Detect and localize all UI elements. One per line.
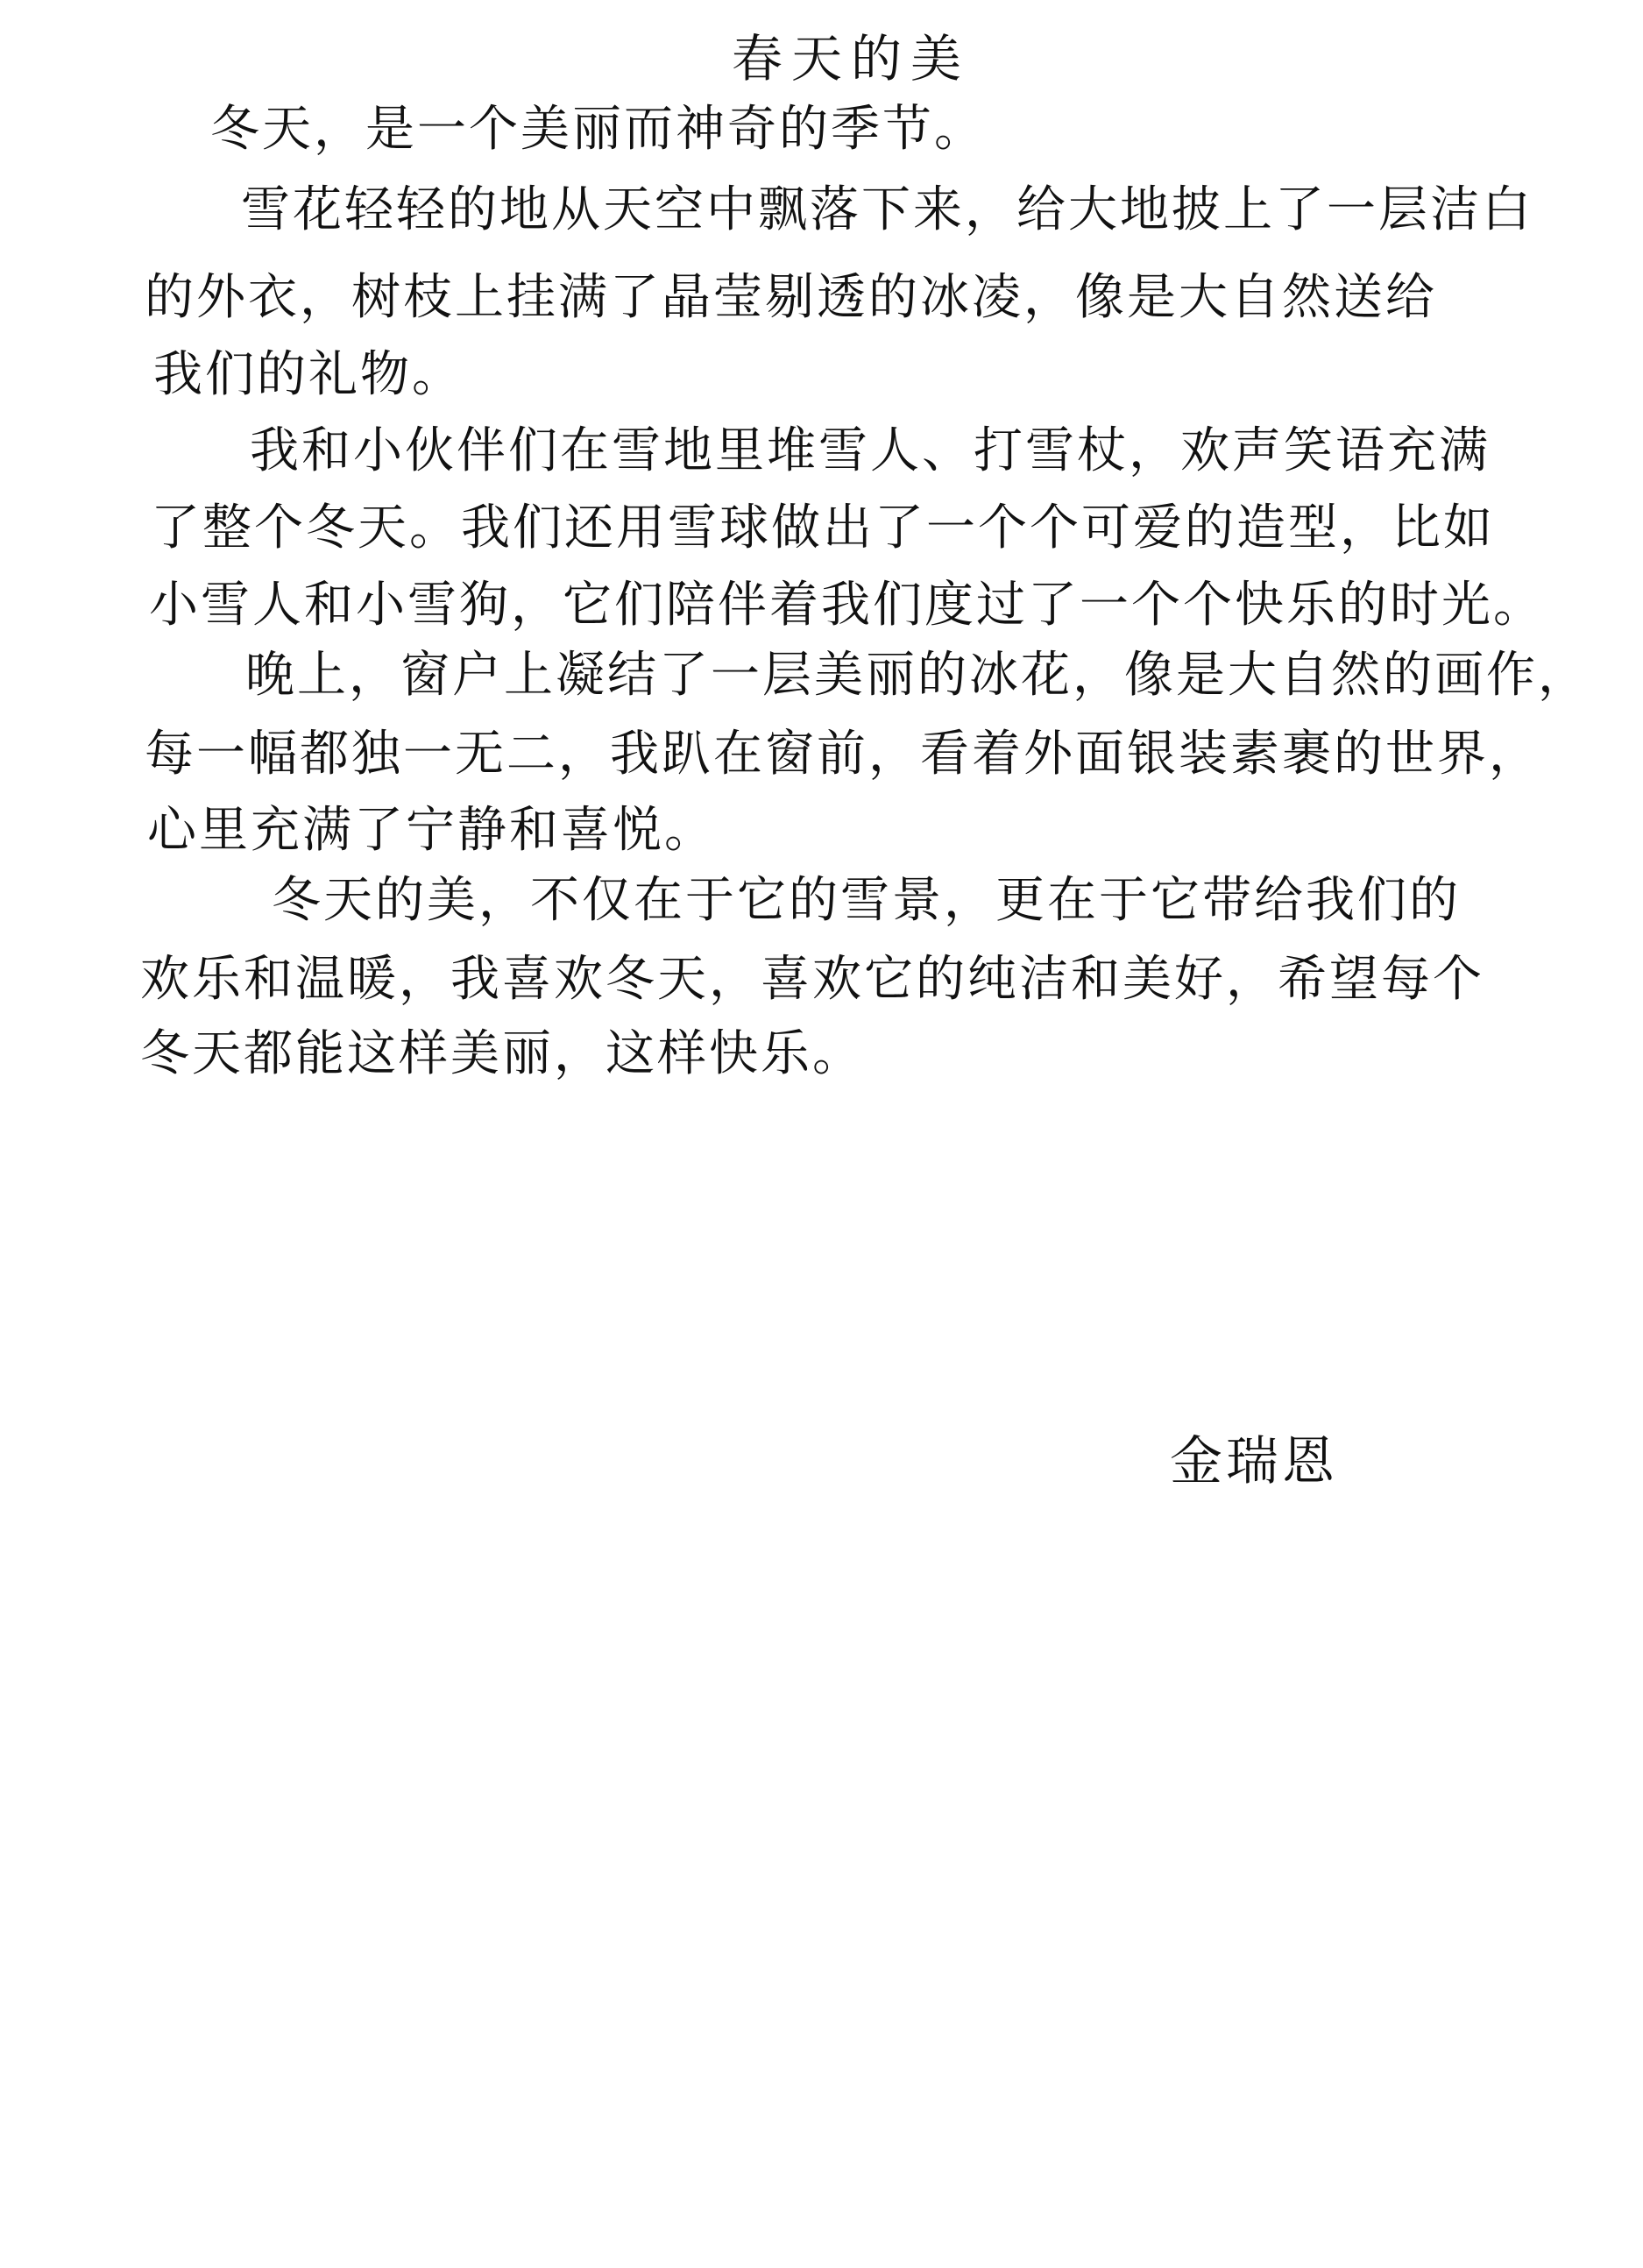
author-signature: 金瑞恩 [1170, 1431, 1338, 1492]
essay-line: 每一幅都独一无二，我趴在窗前，看着外面银装素裹的世界， [145, 726, 1540, 783]
essay-line: 冬天，是一个美丽而神奇的季节。 [210, 101, 986, 158]
essay-line: 我和小伙伴们在雪地里堆雪人、打雪杖，欢声笑语充满 [250, 422, 1491, 479]
essay-line: 冬天都能这样美丽，这样快乐。 [140, 1025, 864, 1082]
essay-line: 冬天的美，不仅在于它的雪景，更在于它带给我们的 [272, 872, 1461, 929]
essay-line: 小雪人和小雪狗，它们陪伴着我们度过了一个个快乐的时光。 [149, 577, 1545, 634]
essay-line: 我们的礼物。 [153, 346, 464, 403]
essay-line: 心里充满了宁静和喜悦。 [147, 802, 716, 859]
essay-line: 的外衣，树枝上挂满了晶莹剔透的冰凌，像是大自然送给 [145, 269, 1437, 326]
essay-line: 欢乐和温暖，我喜欢冬天，喜欢它的纯洁和美好，希望每个 [140, 951, 1484, 1008]
essay-line: 了整个冬天。我们还用雪球做出了一个个可爱的造型，比如 [151, 500, 1495, 556]
essay-line: 雪花轻轻的地从天空中飘落下来，给大地披上了一层洁白 [241, 181, 1533, 238]
essay-line: 晚上，窗户上凝结了一层美丽的冰花，像是大自然的画作， [245, 647, 1590, 704]
essay-title: 春天的美 [732, 29, 971, 89]
